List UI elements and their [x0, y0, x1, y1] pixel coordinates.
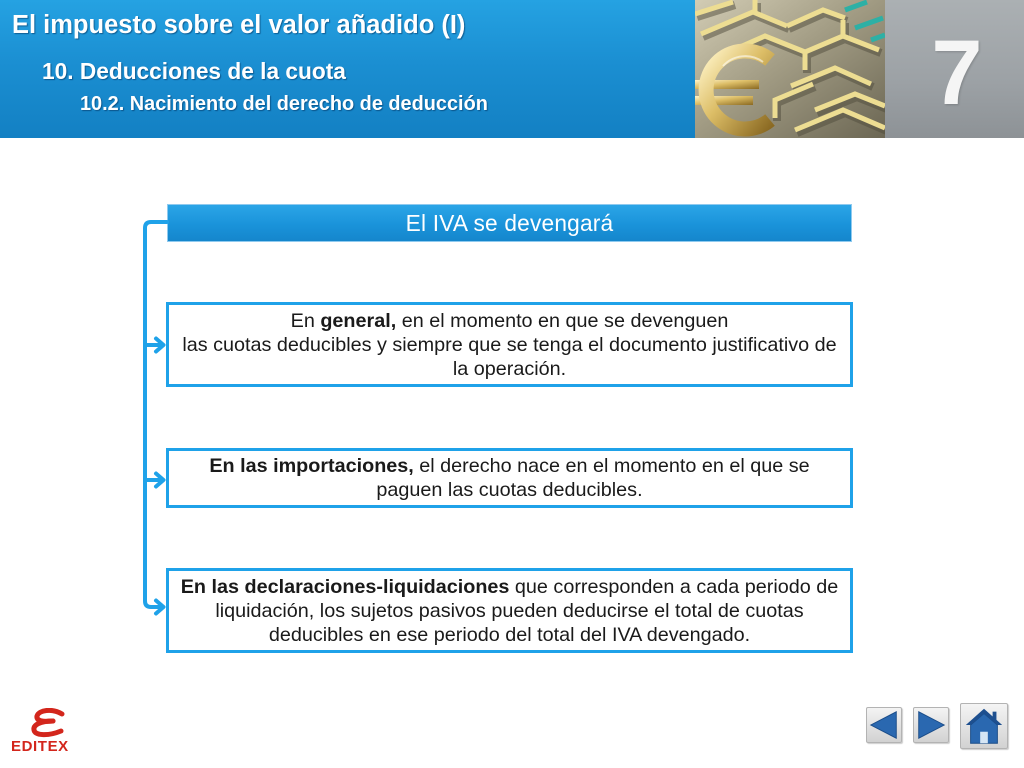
- general-rule-lead: En: [290, 309, 321, 332]
- general-rule-line-1-rest: en el momento en que se devenguen: [396, 309, 729, 332]
- arrow-to-imports-box: [145, 474, 164, 487]
- home-door: [980, 732, 988, 743]
- arrow-to-general-box: [145, 339, 164, 352]
- connector-bracket-line: [145, 222, 167, 607]
- returns-rule-line-1-rest: que corresponden a cada periodo de: [509, 575, 839, 598]
- slide-header: [0, 0, 695, 138]
- chapter-number: 7: [931, 22, 983, 124]
- general-rule-line-3: la operación.: [452, 357, 567, 380]
- imports-rule-line-2: paguen las cuotas deducibles.: [376, 479, 643, 501]
- home-icon: [961, 704, 1007, 748]
- imports-rule-bold: En las importaciones,: [209, 455, 414, 477]
- general-rule-line-2: las cuotas deducibles y siempre que se tenga el documento justificativo de: [182, 333, 837, 356]
- triangle-right-icon: [914, 708, 948, 742]
- section-title: 10. Deducciones de la cuota: [42, 58, 346, 84]
- triangle-left-icon: [867, 708, 901, 742]
- next-slide-button[interactable]: [913, 707, 949, 743]
- imports-rule-box: [166, 448, 853, 508]
- chapter-number-badge: [885, 0, 1024, 138]
- home-button[interactable]: [960, 703, 1008, 749]
- logo-stroke-bottom: [34, 721, 61, 735]
- diagram-title: El IVA se devengará: [405, 209, 614, 236]
- subsection-title: 10.2. Nacimiento del derecho de deducción: [80, 93, 488, 115]
- returns-rule-line-2: liquidación, los sujetos pasivos pueden deducirse el total de cuotas: [215, 599, 804, 622]
- returns-rule-box: [166, 568, 853, 653]
- returns-rule-line-3: deducibles en ese periodo del total del IVA devengado.: [268, 623, 751, 646]
- triangle-left-shape: [871, 712, 897, 738]
- general-rule-line-1: [291, 309, 729, 333]
- returns-rule-bold: En las declaraciones-liquidaciones: [180, 575, 510, 598]
- previous-slide-button[interactable]: [866, 707, 902, 743]
- general-rule-box: [166, 302, 853, 387]
- general-rule-bold: general,: [320, 309, 397, 332]
- euro-maze-image: [695, 0, 885, 138]
- returns-rule-line-1: [181, 575, 839, 599]
- editex-logo-text: EDITEX: [11, 738, 69, 755]
- imports-rule-line-1-rest: el derecho nace en el momento en el que se: [413, 455, 810, 477]
- diagram-title-box: [167, 204, 852, 242]
- connector-bracket: [130, 210, 174, 620]
- editex-logo-icon: [24, 708, 66, 738]
- imports-rule-line-1: [209, 454, 809, 478]
- slide-title: El impuesto sobre el valor añadido (I): [12, 11, 466, 39]
- triangle-right-shape: [919, 712, 945, 738]
